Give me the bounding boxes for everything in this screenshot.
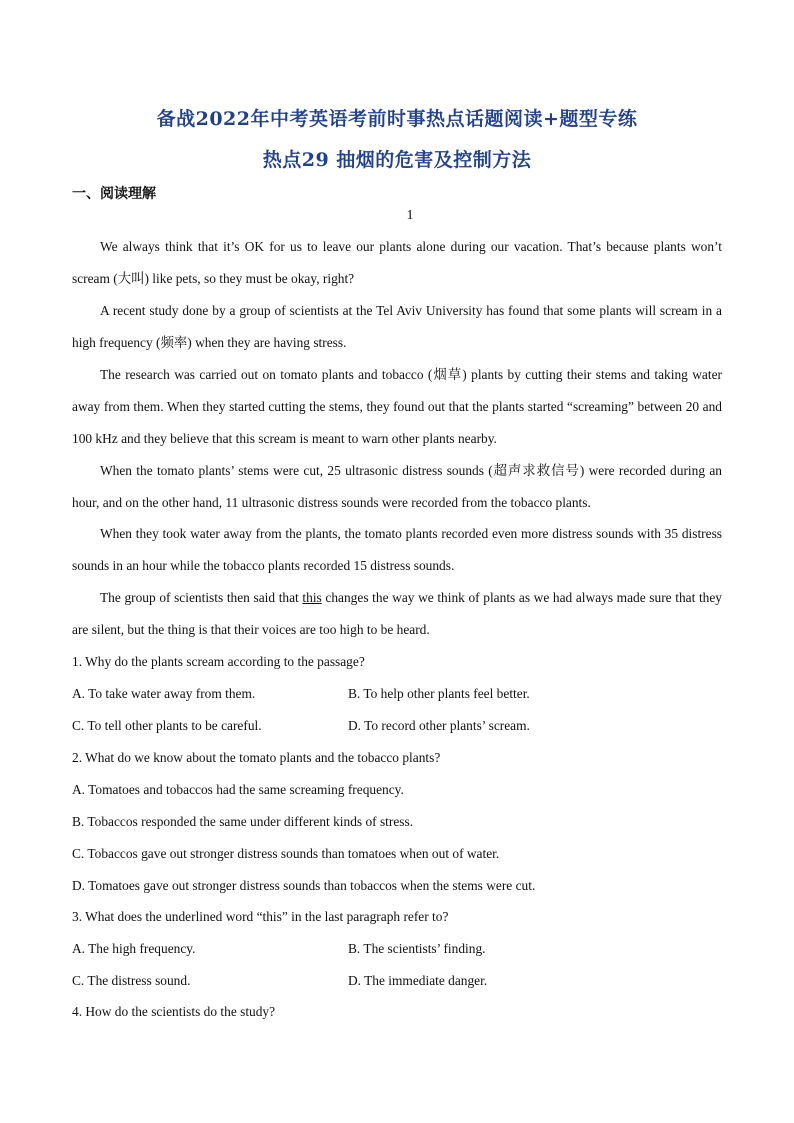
- q1-option-d: D. To record other plants’ scream.: [348, 718, 530, 733]
- paragraph-3: The research was carried out on tomato plants and tobacco (烟草) plants by cutting their stems and taking water away from them. When they started cutting the stems, they found out that the plants started “screaming” between 20 and 100 kHz and they believe that this scream is meant to warn other plants nearby.: [72, 367, 722, 446]
- q3-option-c: C. The distress sound.: [72, 973, 191, 988]
- paragraph-1: We always think that it’s OK for us to leave our plants alone during our vacation. That’s because plants won’t scream (大叫) like pets, so they must be okay, right?: [72, 239, 722, 286]
- question-4: 4. How do the scientists do the study?: [72, 1004, 276, 1019]
- paragraph-6-text-before: The group of scientists then said that: [100, 590, 303, 605]
- paragraph-2: A recent study done by a group of scientists at the Tel Aviv University has found that some plants will scream in a high frequency (频率) when they are having stress.: [72, 303, 722, 350]
- paragraph-6: [72, 582, 722, 646]
- q2-option-b: B. Tobaccos responded the same under different kinds of stress.: [72, 814, 414, 829]
- q3-option-a: A. The high frequency.: [72, 941, 196, 956]
- q1-option-b: B. To help other plants feel better.: [348, 686, 530, 701]
- question-1: 1. Why do the plants scream according to the passage?: [72, 654, 365, 669]
- question-2: 2. What do we know about the tomato plants and the tobacco plants?: [72, 750, 441, 765]
- q1-option-c: C. To tell other plants to be careful.: [72, 718, 262, 733]
- section-heading: 一、阅读理解: [72, 186, 156, 202]
- q2-option-a: A. Tomatoes and tobaccos had the same screaming frequency.: [72, 782, 404, 797]
- q3-option-b: B. The scientists’ finding.: [348, 941, 486, 956]
- q3-option-d: D. The immediate danger.: [348, 973, 488, 988]
- q1-option-a: A. To take water away from them.: [72, 686, 256, 701]
- paragraph-4: When the tomato plants’ stems were cut, 25 ultrasonic distress sounds (超声求救信号) were recorded during an hour, and on the other hand, 11 ultrasonic distress sounds were recorded from the tobacco plants.: [72, 463, 722, 510]
- q2-option-d: D. Tomatoes gave out stronger distress sounds than tobaccos when the stems were cut.: [72, 878, 536, 893]
- q2-option-c: C. Tobaccos gave out stronger distress sounds than tomatoes when out of water.: [72, 846, 500, 861]
- question-3: 3. What does the underlined word “this” in the last paragraph refer to?: [72, 909, 449, 924]
- document-title: 备战2022年中考英语考前时事热点话题阅读+题型专练: [156, 108, 638, 130]
- document-subtitle: 热点29 抽烟的危害及控制方法: [262, 149, 532, 171]
- paragraph-6-text-after: changes the way we think of plants as we had always made sure that they are silent, but the thing is that their voices are too high to be heard.: [72, 590, 722, 637]
- paragraph-5: When they took water away from the plants, the tomato plants recorded even more distress sounds with 35 distress sounds in an hour while the tobacco plants recorded 15 distress sounds.: [72, 526, 722, 573]
- passage-number: 1: [406, 208, 414, 223]
- underlined-word: this: [302, 590, 322, 605]
